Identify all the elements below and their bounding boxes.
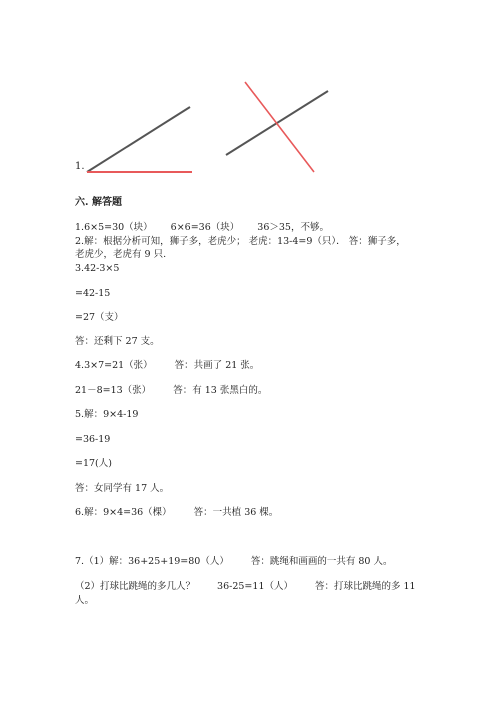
answer-5-line-4: 答：女同学有 17 人。	[75, 483, 170, 494]
answer-2-line-1: 2.解：根据分析可知，狮子多，老虎少； 老虎：13-4=9（只）． 答：狮子多，	[75, 236, 406, 247]
crossing-line-red	[245, 82, 314, 172]
answer-3-line-2: =42-15	[75, 288, 111, 299]
answer-3-line-3: =27（支）	[75, 312, 124, 323]
answer-1-line	[75, 221, 329, 234]
answer-5-line-1: 5.解：9×4-19	[75, 409, 139, 420]
answer-7-line-3: 人。	[75, 595, 95, 606]
figure-label: 1.	[75, 161, 85, 172]
answer-7-reply-2: 答：打球比跳绳的多 11	[314, 581, 416, 592]
answer-7-question-2: （2）打球比跳绳的多几人？	[75, 581, 196, 592]
answer-6-line	[75, 506, 278, 519]
angle-arm-gray	[87, 107, 190, 172]
answer-3-line-1: 3.42-3×5	[75, 263, 120, 274]
answer-7-line-2	[75, 580, 416, 593]
answer-4-line-1	[75, 359, 259, 372]
answer-2-line-2: 老虎少，老虎有 9 只.	[75, 249, 167, 260]
answer-7-calc-2: 36-25=11（人）	[217, 581, 293, 592]
answer-4-calc-2: 21－8=13（张）	[75, 385, 152, 396]
answer-1-part-b: 6×6=36（块）	[170, 222, 240, 233]
section-heading: 六. 解答题	[75, 197, 122, 208]
answer-4-reply-1: 答：共画了 21 张。	[174, 360, 260, 371]
answer-5-line-2: =36-19	[75, 434, 111, 445]
answer-7-line-1	[75, 555, 392, 568]
answer-3-line-4: 答：还剩下 27 支。	[75, 336, 160, 347]
answer-1-part-c: 36＞35，不够。	[257, 222, 329, 233]
answer-4-line-2	[75, 384, 267, 397]
answer-1-part-a: 1.6×5=30（块）	[75, 222, 153, 233]
answer-5-line-3: =17(人)	[75, 458, 112, 469]
answer-6-calc: 6.解：9×4=36（棵）	[75, 507, 172, 518]
answer-4-calc-1: 4.3×7=21（张）	[75, 360, 153, 371]
answer-7-reply-1: 答：跳绳和画画的一共有 80 人。	[250, 556, 393, 567]
answer-4-reply-2: 答：有 13 张黑白的。	[173, 385, 268, 396]
answer-6-reply: 答：一共植 36 棵。	[193, 507, 279, 518]
answer-7-calc-1: 7.（1）解：36+25+19=80（人）	[75, 556, 229, 567]
